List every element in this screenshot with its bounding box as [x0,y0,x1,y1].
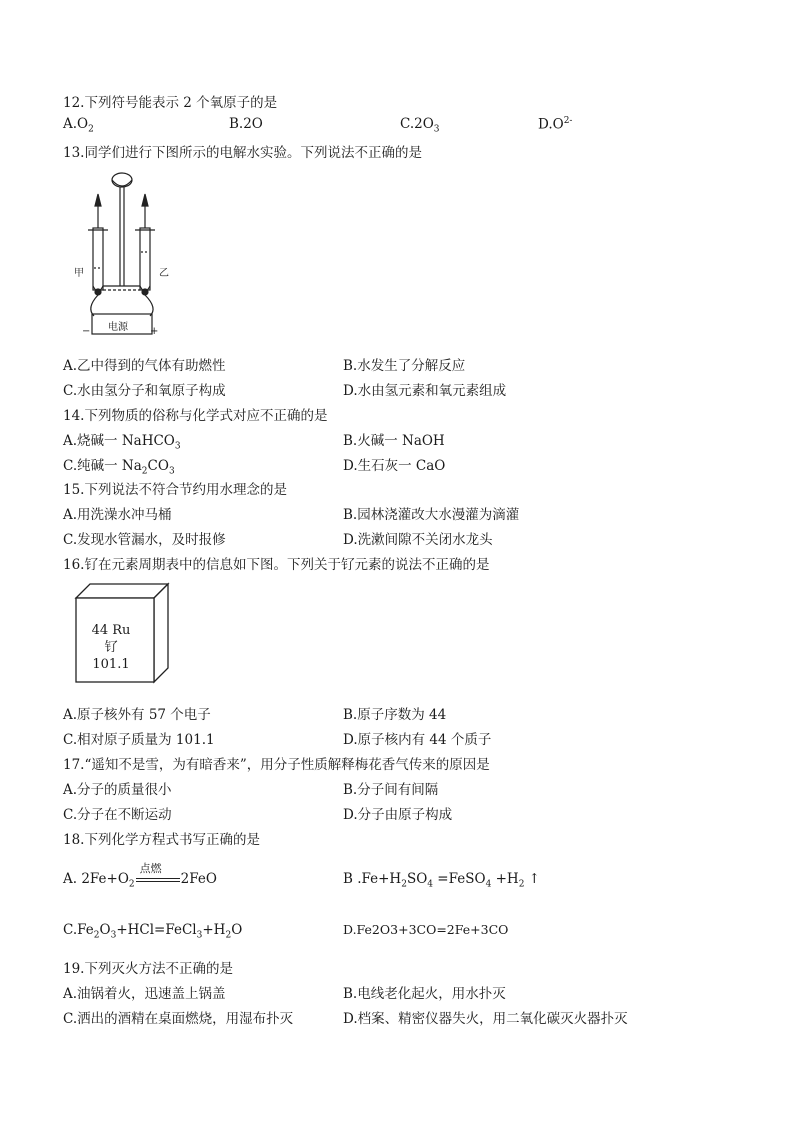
element-number-symbol: 44 Ru [91,623,131,638]
q17-option-b: B.分子间有间隔 [343,782,439,798]
q15-option-c: C.发现水管漏水，及时报修 [63,532,226,548]
q19-option-d: D.档案、精密仪器失火，用二氧化碳灭火器扑灭 [343,1011,628,1027]
power-source-label: 电源 [108,322,128,333]
q19-option-b: B.电线老化起火，用水扑灭 [343,986,506,1002]
q13-stem: 13.同学们进行下图所示的电解水实验。下列说法不正确的是 [63,145,422,161]
q14-option-d: D.生石灰一 CaO [343,458,446,474]
q17-option-d: D.分子由原子构成 [343,807,453,823]
q15-option-d: D.洗漱间隙不关闭水龙头 [343,532,493,548]
q16-option-b: B.原子序数为 44 [343,707,447,723]
q13-option-c: C.水由氢分子和氧原子构成 [63,383,226,399]
q19-option-c: C.洒出的酒精在桌面燃烧，用湿布扑灭 [63,1011,294,1027]
q13-option-d: D.水由氢元素和氧元素组成 [343,383,507,399]
electrolysis-apparatus-figure [70,168,182,340]
element-info [84,622,138,673]
q12-stem: 12.下列符号能表示 2 个氧原子的是 [63,95,278,111]
reaction-condition: 点燃 [139,861,162,875]
q16-option-d: D.原子核内有 44 个质子 [343,732,492,748]
q19-option-a: A.油锅着火，迅速盖上锅盖 [63,986,226,1002]
q17-stem: 17.“遥知不是雪，为有暗香来”，用分子性质解释梅花香气传来的原因是 [63,757,490,773]
power-minus-sign: − [82,326,91,337]
power-plus-sign: + [150,326,159,337]
q13-option-b: B.水发生了分解反应 [343,358,466,374]
q16-option-a: A.原子核外有 57 个电子 [63,707,211,723]
q18-stem: 18.下列化学方程式书写正确的是 [63,832,260,848]
element-name: 钌 [104,640,118,655]
q18-option-d: D.Fe2O3+3CO=2Fe+3CO [343,922,509,937]
q15-option-b: B.园林浇灌改大水漫灌为滴灌 [343,507,520,523]
q19-stem: 19.下列灭火方法不正确的是 [63,961,233,977]
q13-option-a: A.乙中得到的气体有助燃性 [63,358,226,374]
q15-option-a: A.用洗澡水冲马桶 [63,507,172,523]
q14-option-c: C.纯碱一 $Na_2CO_3$ [63,458,175,477]
tube-left-label: 甲 [74,268,84,279]
q12-option-a: $A.O_2$ [63,116,94,135]
q12-option-c: $C.2O_3$ [400,116,440,135]
q14-option-a: A.烧碱一 NaHCO$_3$ [63,433,181,452]
q17-option-c: C.分子在不断运动 [63,807,172,823]
q16-stem: 16.钌在元素周期表中的信息如下图。下列关于钌元素的说法不正确的是 [63,557,490,573]
q14-option-b: B.火碱一 NaOH [343,433,445,449]
q16-option-c: C.相对原子质量为 101.1 [63,732,215,748]
q18-option-c: $C.Fe_2O_3+HCl=FeCl_3+H_2O$ [63,922,243,941]
q15-stem: 15.下列说法不符合节约用水理念的是 [63,482,287,498]
element-mass: 101.1 [92,657,130,672]
q18-option-a: A. $2Fe+O_2$ 点燃 2FeO [63,861,217,890]
q18-option-b: B $.Fe+H_2SO_4$ =FeSO$_4$ $+H_2$ ↑ [343,871,541,890]
q12-option-b: B.2O [229,116,263,132]
tube-right-label: 乙 [159,268,169,279]
q12-option-d: $D.O^{2-}$ [538,116,573,133]
q17-option-a: A.分子的质量很小 [63,782,172,798]
q14-stem: 14.下列物质的俗称与化学式对应不正确的是 [63,408,328,424]
